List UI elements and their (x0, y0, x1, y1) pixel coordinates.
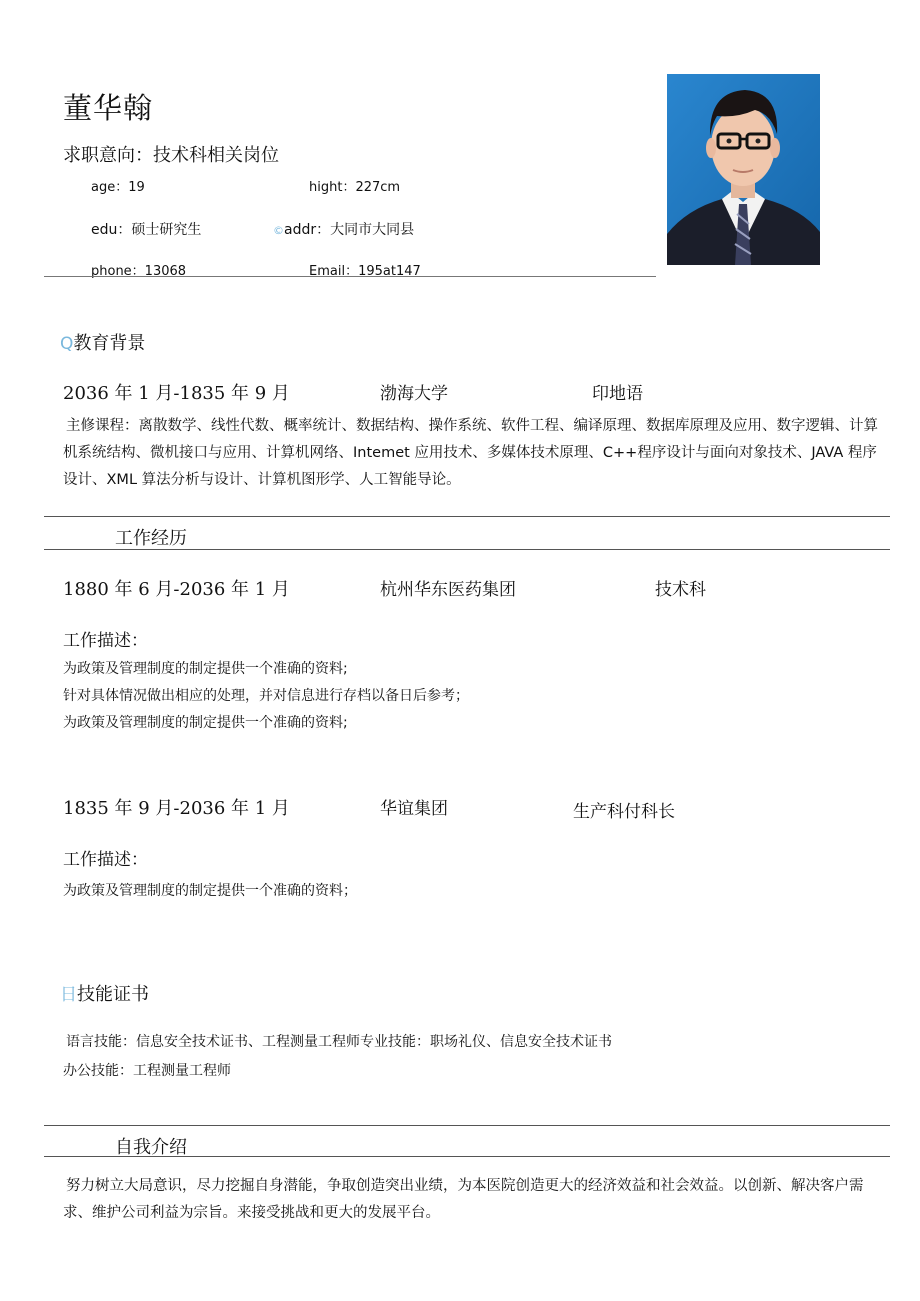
profile-photo (667, 74, 820, 265)
job-position: 技术科 (655, 580, 706, 600)
job-date: 1880 年 6 月-2036 年 1 月 (63, 579, 290, 600)
about-section-title: 自我介绍 (115, 1137, 187, 1158)
education-courses (63, 413, 889, 494)
job-desc-line: 为政策及管理制度的制定提供一个准确的资料； (63, 883, 357, 899)
job-company: 华谊集团 (380, 799, 448, 819)
candidate-name: 董华翰 (63, 91, 154, 125)
skills-section-title (60, 980, 149, 1006)
work-section-title: 工作经历 (115, 528, 187, 549)
about-text-content: 努力树立大局意识，尽力挖掘自身潜能，争取创造突出业绩，为本医院创造更大的经济效益和社会效益。以创新、解决客户需求、维护公司利益为宗旨。来接受挑战和更大的发展平台。 (63, 1178, 864, 1221)
job-intent-label: 求职意向： (63, 145, 153, 166)
education-major: 印地语 (592, 384, 643, 404)
portrait-image (667, 74, 820, 265)
skills-office: 办公技能：工程测量工程师 (63, 1063, 231, 1079)
work-top-divider (44, 516, 890, 517)
job-desc-title: 工作描述： (63, 631, 148, 651)
addr-text: addr：大同市大同县 (284, 222, 415, 238)
calendar-icon: 日 (60, 985, 77, 1005)
job-intent-value: 技术科相关岗位 (153, 145, 279, 166)
skills-title-text: 技能证书 (77, 984, 149, 1005)
job-date: 1835 年 9 月-2036 年 1 月 (63, 798, 290, 819)
search-icon: Q (60, 334, 74, 354)
edu-field: edu：硕士研究生 (91, 222, 202, 238)
job-desc-line: 为政策及管理制度的制定提供一个准确的资料; (63, 715, 348, 731)
header-divider (44, 276, 656, 277)
job-desc-line: 针对具体情况做出相应的处理，并对信息进行存档以备日后参考； (63, 688, 469, 704)
job-desc-line: 为政策及管理制度的制定提供一个准确的资料; (63, 661, 348, 677)
location-icon: © (273, 224, 284, 237)
education-section-title (60, 329, 145, 355)
job-desc-title: 工作描述： (63, 850, 148, 870)
courses-text: 主修课程：离散数学、线性代数、概率统计、数据结构、操作系统、软件工程、编译原理、数据库原理及应用、数字逻辑、计算机系统结构、微机接口与应用、计算机网络、Intemet 应用技术、多媒体技术原理、C++程序设计与面向对象技术、JAVA 程序设计、XML 算法分析与设计、计算机图形学、人工智能导论。 (63, 418, 878, 488)
about-text (63, 1173, 889, 1227)
job-intent (63, 141, 279, 167)
work-bottom-divider (44, 549, 890, 550)
education-title-text: 教育背景 (73, 333, 146, 354)
skills-language: 语言技能：信息安全技术证书、工程测量工程师专业技能：职场礼仪、信息安全技术证书 (66, 1034, 612, 1050)
addr-field (273, 219, 414, 239)
about-top-divider (44, 1125, 890, 1126)
education-date: 2036 年 1 月-1835 年 9 月 (63, 383, 290, 404)
about-bottom-divider (44, 1156, 890, 1157)
height-field: hight：227cm (309, 180, 401, 195)
phone-field: phone：13068 (91, 264, 187, 279)
email-field: Email：195at147 (309, 264, 421, 279)
education-school: 渤海大学 (380, 384, 448, 404)
job-company: 杭州华东医药集团 (380, 580, 516, 600)
age-field: age：19 (91, 180, 145, 195)
job-position: 生产科付科长 (573, 802, 675, 822)
